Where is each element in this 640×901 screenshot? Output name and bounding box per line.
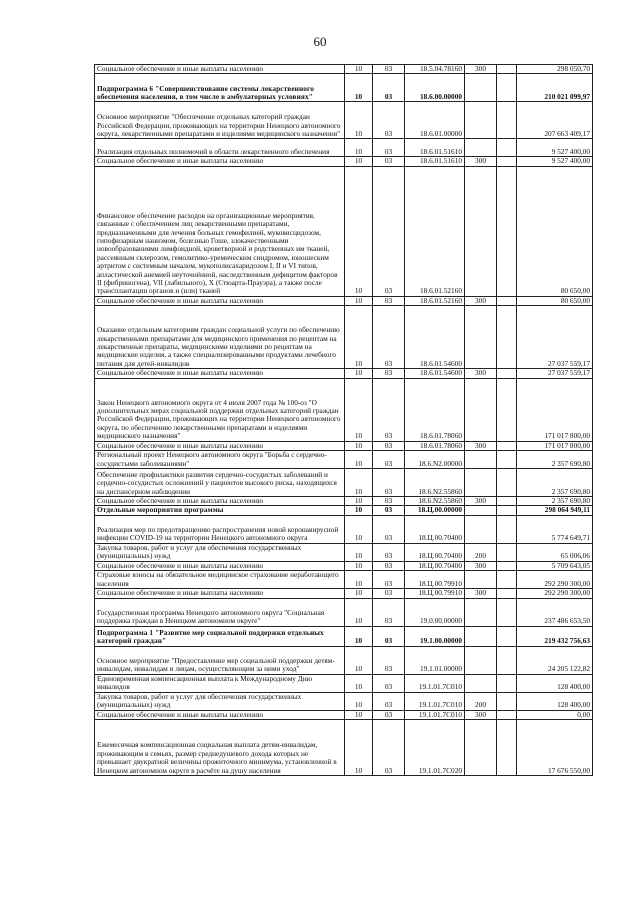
chapter-cell: 10	[345, 497, 373, 506]
row-name-cell: Социальное обеспечение и иные выплаты населению	[95, 710, 345, 719]
table-row	[95, 626, 593, 646]
row-name-cell: Социальное обеспечение и иные выплаты населению	[95, 157, 345, 166]
row-name-cell: Единовременная компенсационная выплата к Международному Дню инвалидов	[95, 674, 345, 692]
expense-type-cell: 300	[465, 296, 497, 305]
empty-cell	[497, 441, 517, 450]
expense-type-cell	[465, 515, 497, 543]
subsection-cell: 03	[373, 296, 405, 305]
subsection-cell: 03	[373, 515, 405, 543]
subsection-cell: 03	[373, 598, 405, 626]
chapter-cell: 10	[345, 626, 373, 646]
empty-cell	[497, 692, 517, 710]
row-name-cell: Социальное обеспечение и иные выплаты населению	[95, 441, 345, 450]
row-name-cell: Социальное обеспечение и иные выплаты населению	[95, 65, 345, 74]
expense-type-cell: 300	[465, 65, 497, 74]
amount-cell: 80 650,00	[517, 296, 593, 305]
row-name-cell: Ежемесячная компенсационная социальная выплата детям-инвалидам, проживающим в семьях, размер среднедушевого дохода которых не превышает двукратной величины прожиточного минимума, установленной в Ненецком автономном округе в расчёте на душу населения	[95, 720, 345, 776]
expense-type-cell: 300	[465, 561, 497, 570]
empty-cell	[497, 65, 517, 74]
expense-type-cell: 200	[465, 692, 497, 710]
expense-type-cell: 200	[465, 543, 497, 561]
table-row	[95, 497, 593, 506]
chapter-cell: 10	[345, 102, 373, 139]
amount-cell: 5 709 643,05	[517, 561, 593, 570]
expense-type-cell	[465, 378, 497, 441]
amount-cell: 2 357 690,80	[517, 469, 593, 497]
table-row	[95, 65, 593, 74]
target-code-cell: 18.6.00.00000	[405, 74, 465, 102]
row-name-cell: Финансовое обеспечение расходов на организационные мероприятия, связанные с обеспечением лиц лекарственными препаратами, предназначенными для лечения больных гемофилией, муковисцидозом, гипофизарным нанизмом, болезнью Гоше, злокачественными новообразованиями лимфоидной, кроветворной и родственных им тканей, рассеянным склерозом, гемолитико-уремическим синдромом, юношеским артритом с системным началом, мукополисахаридозом I, II и VI типов, апластической анемией неуточнённой, наследственным дефицитом факторов II (фибриногена), VII (лабильного), X (Стюарта-Прауэра), а также после трансплантации органов и (или) тканей	[95, 166, 345, 296]
target-code-cell: 18.Ц.00.70400	[405, 515, 465, 543]
amount-cell: 27 037 559,17	[517, 369, 593, 378]
row-name-cell: Реализация отдельных полномочий в области лекарственного обеспечения	[95, 139, 345, 157]
target-code-cell: 19.1.01.7С010	[405, 692, 465, 710]
expense-type-cell	[465, 469, 497, 497]
expense-type-cell: 300	[465, 497, 497, 506]
amount-cell: 171 017 800,00	[517, 441, 593, 450]
table-row	[95, 674, 593, 692]
row-name-cell: Страховые взносы на обязательное медицинское страхование неработающего населения	[95, 571, 345, 589]
chapter-cell: 10	[345, 692, 373, 710]
amount-cell: 9 527 400,00	[517, 139, 593, 157]
target-code-cell: 19.1.01.00000	[405, 646, 465, 674]
expense-type-cell	[465, 626, 497, 646]
amount-cell: 27 037 559,17	[517, 306, 593, 369]
amount-cell: 292 290 300,00	[517, 571, 593, 589]
chapter-cell: 10	[345, 166, 373, 296]
amount-cell: 128 400,00	[517, 692, 593, 710]
row-name-cell: Основное мероприятие "Обеспечение отдельных категорий граждан Российской Федерации, проживающих на территории Ненецкого автономного округа, лекарственными препаратами и изделиями медицинского назначения"	[95, 102, 345, 139]
empty-cell	[497, 710, 517, 719]
subsection-cell: 03	[373, 74, 405, 102]
subsection-cell: 03	[373, 306, 405, 369]
table-row	[95, 74, 593, 102]
row-name-cell: Подпрограмма 6 "Совершенствование системы лекарственного обеспечения населения, в том числе в амбулаторных условиях"	[95, 74, 345, 102]
empty-cell	[497, 497, 517, 506]
subsection-cell: 03	[373, 720, 405, 776]
subsection-cell: 03	[373, 543, 405, 561]
expense-type-cell	[465, 451, 497, 469]
row-name-cell: Оказание отдельным категориям граждан социальной услуги по обеспечению лекарственными препаратами для медицинского применения по рецептам на лекарственные препараты, медицинскими изделиями по рецептам на медицинские изделия, а также специализированными продуктами лечебного питания для детей-инвалидов	[95, 306, 345, 369]
budget-table-body	[95, 65, 593, 776]
target-code-cell: 18.Ц.00.70400	[405, 543, 465, 561]
target-code-cell: 18.6.N2.55860	[405, 497, 465, 506]
empty-cell	[497, 74, 517, 102]
chapter-cell: 10	[345, 378, 373, 441]
row-name-cell: Социальное обеспечение и иные выплаты населению	[95, 589, 345, 598]
chapter-cell: 10	[345, 710, 373, 719]
table-row	[95, 598, 593, 626]
amount-cell: 210 021 099,97	[517, 74, 593, 102]
table-row	[95, 102, 593, 139]
subsection-cell: 03	[373, 626, 405, 646]
expense-type-cell	[465, 506, 497, 515]
expense-type-cell: 300	[465, 369, 497, 378]
amount-cell: 80 650,00	[517, 166, 593, 296]
amount-cell: 65 006,06	[517, 543, 593, 561]
subsection-cell: 03	[373, 589, 405, 598]
target-code-cell: 18.6.01.78060	[405, 441, 465, 450]
table-row	[95, 378, 593, 441]
empty-cell	[497, 378, 517, 441]
subsection-cell: 03	[373, 497, 405, 506]
chapter-cell: 10	[345, 543, 373, 561]
target-code-cell: 18.Ц.00.79910	[405, 589, 465, 598]
chapter-cell: 10	[345, 646, 373, 674]
row-name-cell: Отдельные мероприятия программы	[95, 506, 345, 515]
target-code-cell: 18.6.01.52160	[405, 296, 465, 305]
table-row	[95, 451, 593, 469]
chapter-cell: 10	[345, 157, 373, 166]
subsection-cell: 03	[373, 166, 405, 296]
subsection-cell: 03	[373, 692, 405, 710]
subsection-cell: 03	[373, 451, 405, 469]
expense-type-cell	[465, 646, 497, 674]
chapter-cell: 10	[345, 720, 373, 776]
amount-cell: 2 357 690,80	[517, 497, 593, 506]
chapter-cell: 10	[345, 451, 373, 469]
subsection-cell: 03	[373, 378, 405, 441]
chapter-cell: 10	[345, 506, 373, 515]
expense-type-cell	[465, 74, 497, 102]
empty-cell	[497, 157, 517, 166]
table-row	[95, 369, 593, 378]
expense-type-cell	[465, 674, 497, 692]
chapter-cell: 10	[345, 296, 373, 305]
chapter-cell: 10	[345, 74, 373, 102]
target-code-cell: 19.0.00.00000	[405, 598, 465, 626]
row-name-cell: Социальное обеспечение и иные выплаты населению	[95, 369, 345, 378]
expense-type-cell: 300	[465, 710, 497, 719]
empty-cell	[497, 674, 517, 692]
target-code-cell: 18.6.01.54600	[405, 306, 465, 369]
empty-cell	[497, 166, 517, 296]
amount-cell: 128 400,00	[517, 674, 593, 692]
target-code-cell: 18.Ц.00.70400	[405, 561, 465, 570]
subsection-cell: 03	[373, 102, 405, 139]
amount-cell: 207 663 409,17	[517, 102, 593, 139]
empty-cell	[497, 598, 517, 626]
table-row	[95, 306, 593, 369]
chapter-cell: 10	[345, 589, 373, 598]
row-name-cell: Реализация мер по предотвращению распространения новой коронавирусной инфекции COVID-19 на территории Ненецкого автономного округа	[95, 515, 345, 543]
subsection-cell: 03	[373, 646, 405, 674]
target-code-cell: 18.6.01.00000	[405, 102, 465, 139]
empty-cell	[497, 646, 517, 674]
row-name-cell: Подпрограмма 1 "Развитие мер социальной поддержки отдельных категорий граждан"	[95, 626, 345, 646]
row-name-cell: Закупка товаров, работ и услуг для обеспечения государственных (муниципальных) нужд	[95, 543, 345, 561]
amount-cell: 298 064 949,11	[517, 506, 593, 515]
table-row	[95, 296, 593, 305]
row-name-cell: Обеспечение профилактики развития сердечно-сосудистых заболеваний и сердечно-сосудистых осложнений у пациентов высокого риска, находящихся на диспансерном наблюдении	[95, 469, 345, 497]
target-code-cell: 18.6.N2.00000	[405, 451, 465, 469]
table-row	[95, 571, 593, 589]
empty-cell	[497, 306, 517, 369]
subsection-cell: 03	[373, 710, 405, 719]
empty-cell	[497, 626, 517, 646]
subsection-cell: 03	[373, 157, 405, 166]
target-code-cell: 18.Ц.00.00000	[405, 506, 465, 515]
empty-cell	[497, 506, 517, 515]
target-code-cell: 18.6.01.78060	[405, 378, 465, 441]
empty-cell	[497, 589, 517, 598]
chapter-cell: 10	[345, 65, 373, 74]
chapter-cell: 10	[345, 515, 373, 543]
table-row	[95, 543, 593, 561]
amount-cell: 24 205 122,82	[517, 646, 593, 674]
table-row	[95, 469, 593, 497]
amount-cell: 5 774 649,71	[517, 515, 593, 543]
subsection-cell: 03	[373, 441, 405, 450]
chapter-cell: 10	[345, 469, 373, 497]
amount-cell: 237 486 653,50	[517, 598, 593, 626]
target-code-cell: 19.1.00.00000	[405, 626, 465, 646]
empty-cell	[497, 543, 517, 561]
amount-cell: 219 432 756,63	[517, 626, 593, 646]
subsection-cell: 03	[373, 561, 405, 570]
empty-cell	[497, 561, 517, 570]
row-name-cell: Государственная программа Ненецкого автономного округа "Социальная поддержка граждан в Ненецком автономном округе"	[95, 598, 345, 626]
subsection-cell: 03	[373, 65, 405, 74]
expense-type-cell	[465, 102, 497, 139]
amount-cell: 2 357 690,80	[517, 451, 593, 469]
expense-type-cell	[465, 166, 497, 296]
expense-type-cell	[465, 139, 497, 157]
subsection-cell: 03	[373, 674, 405, 692]
empty-cell	[497, 720, 517, 776]
subsection-cell: 03	[373, 369, 405, 378]
target-code-cell: 18.6.01.51610	[405, 157, 465, 166]
amount-cell: 171 017 800,00	[517, 378, 593, 441]
row-name-cell: Закон Ненецкого автономного округа от 4 июля 2007 года № 100-оз "О дополнительных мерах социальной поддержки отдельных категорий граждан Российской Федерации, проживающих на территории Ненецкого автономного округа, по обеспечению лекарственными препаратами и изделиями медицинского назначения"	[95, 378, 345, 441]
target-code-cell: 19.1.01.7С010	[405, 710, 465, 719]
row-name-cell: Социальное обеспечение и иные выплаты населению	[95, 561, 345, 570]
row-name-cell: Основное мероприятие "Предоставление мер социальной поддержки детям-инвалидам, инвалидам и лицам, осуществляющим за ними уход"	[95, 646, 345, 674]
expense-type-cell	[465, 306, 497, 369]
chapter-cell: 10	[345, 561, 373, 570]
table-row	[95, 589, 593, 598]
empty-cell	[497, 571, 517, 589]
row-name-cell: Социальное обеспечение и иные выплаты населению	[95, 296, 345, 305]
expense-type-cell	[465, 571, 497, 589]
chapter-cell: 10	[345, 674, 373, 692]
page-number: 60	[313, 34, 327, 49]
empty-cell	[497, 369, 517, 378]
amount-cell: 17 676 550,00	[517, 720, 593, 776]
target-code-cell: 18.6.01.51610	[405, 139, 465, 157]
target-code-cell: 18.6.N2.55860	[405, 469, 465, 497]
expense-type-cell: 300	[465, 589, 497, 598]
target-code-cell: 18.5.04.78160	[405, 65, 465, 74]
target-code-cell: 18.6.01.52160	[405, 166, 465, 296]
table-row	[95, 515, 593, 543]
empty-cell	[497, 102, 517, 139]
amount-cell: 9 527 400,00	[517, 157, 593, 166]
expense-type-cell: 300	[465, 441, 497, 450]
table-row	[95, 710, 593, 719]
table-row	[95, 561, 593, 570]
expense-type-cell	[465, 720, 497, 776]
target-code-cell: 19.1.01.7С020	[405, 720, 465, 776]
table-row	[95, 692, 593, 710]
amount-cell: 292 290 300,00	[517, 589, 593, 598]
chapter-cell: 10	[345, 369, 373, 378]
table-row	[95, 720, 593, 776]
table-row	[95, 646, 593, 674]
empty-cell	[497, 296, 517, 305]
budget-table	[94, 64, 593, 776]
table-row	[95, 441, 593, 450]
table-row	[95, 166, 593, 296]
target-code-cell: 19.1.01.7С010	[405, 674, 465, 692]
target-code-cell: 18.6.01.54600	[405, 369, 465, 378]
row-name-cell: Закупка товаров, работ и услуг для обеспечения государственных (муниципальных) нужд	[95, 692, 345, 710]
row-name-cell: Региональный проект Ненецкого автономного округа "Борьба с сердечно-сосудистыми заболеваниями"	[95, 451, 345, 469]
expense-type-cell: 300	[465, 157, 497, 166]
empty-cell	[497, 515, 517, 543]
subsection-cell: 03	[373, 571, 405, 589]
row-name-cell: Социальное обеспечение и иные выплаты населению	[95, 497, 345, 506]
table-row	[95, 506, 593, 515]
empty-cell	[497, 139, 517, 157]
chapter-cell: 10	[345, 441, 373, 450]
empty-cell	[497, 451, 517, 469]
amount-cell: 298 050,70	[517, 65, 593, 74]
table-row	[95, 157, 593, 166]
target-code-cell: 18.Ц.00.79910	[405, 571, 465, 589]
subsection-cell: 03	[373, 469, 405, 497]
expense-type-cell	[465, 598, 497, 626]
subsection-cell: 03	[373, 506, 405, 515]
subsection-cell: 03	[373, 139, 405, 157]
amount-cell: 0,00	[517, 710, 593, 719]
chapter-cell: 10	[345, 306, 373, 369]
chapter-cell: 10	[345, 139, 373, 157]
table-row	[95, 139, 593, 157]
chapter-cell: 10	[345, 598, 373, 626]
empty-cell	[497, 469, 517, 497]
chapter-cell: 10	[345, 571, 373, 589]
